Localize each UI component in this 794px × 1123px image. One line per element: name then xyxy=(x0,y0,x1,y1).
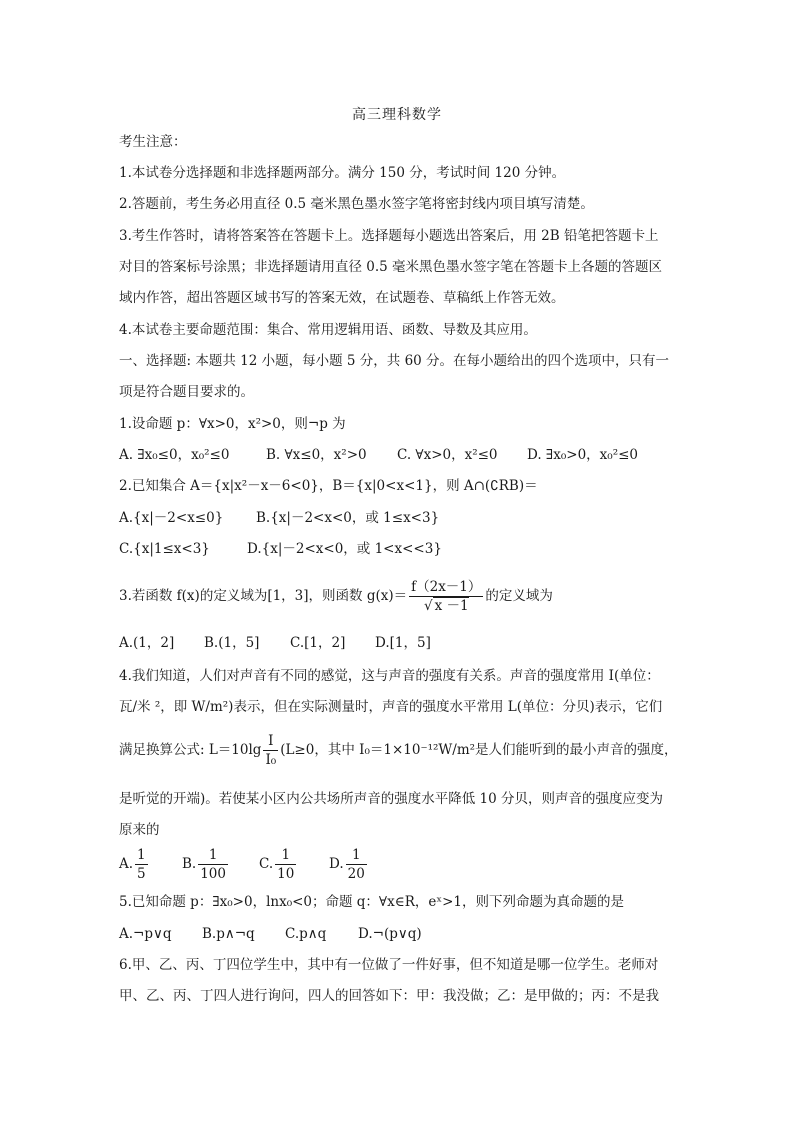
q5-option-a: A.¬p∨q xyxy=(119,926,172,942)
q1-option-d: D. ∃x₀>0，x₀²≤0 xyxy=(527,447,639,463)
q2-option-c: C.{x|1≤x<3} xyxy=(119,541,210,557)
q4-option-fraction xyxy=(346,846,367,883)
q4-option-label: D. xyxy=(329,856,344,872)
q5-option-d: D.¬(p∨q) xyxy=(358,926,422,942)
notice-item: 2.答题前，考生务必用直径 0.5 毫米黑色墨水签字笔将密封线内项目填写清楚。 xyxy=(119,196,594,212)
q4-option-label: C. xyxy=(259,856,274,872)
question-6-line: 甲、乙、丙、丁四人进行询问，四人的回答如下：甲：我没做；乙：是甲做的；丙：不是我 xyxy=(119,988,659,1004)
q4-formula-pre: 满足换算公式: L＝10lg xyxy=(119,742,262,758)
notice-item: 1.本试卷分选择题和非选择题两部分。满分 150 分，考试时间 120 分钟。 xyxy=(119,165,566,181)
q3-frac-den: √ x －1 xyxy=(423,598,469,614)
q4-option-num: 1 xyxy=(137,847,146,863)
q3-option-b: B.(1，5] xyxy=(204,635,260,651)
notice-item: 域内作答，超出答题区域书写的答案无效，在试题卷、草稿纸上作答无效。 xyxy=(119,290,565,306)
q2-option-a: A.{x|－2<x≤0} xyxy=(119,510,224,526)
q4-option-a xyxy=(119,846,150,883)
q4-option-fraction xyxy=(135,846,148,883)
q3-option-d: D.[1，5] xyxy=(375,635,431,651)
q2-option-d: D.{x|－2<x<0，或 1<x<<3} xyxy=(247,541,442,557)
q3-option-a: A.(1，2] xyxy=(119,635,175,651)
q4-option-d xyxy=(329,846,369,883)
q4-frac-num: I xyxy=(263,732,278,751)
q4-formula-post: (L≥0，其中 I₀＝1×10⁻¹²W/m²是人们能听到的最小声音的强度， xyxy=(280,742,678,758)
section-heading: 一、选择题: 本题共 12 小题，每小题 5 分，共 60 分。在每小题给出的四个选项中，只有一 xyxy=(119,353,670,369)
question-4-line: 是听觉的开端)。若使某小区内公共场所声音的强度水平降低 10 分贝，则声音的强度应变为 xyxy=(119,791,664,807)
q1-option-b: B. ∀x≤0，x²>0 xyxy=(266,447,367,463)
q4-option-b xyxy=(182,846,230,883)
q4-option-den: 10 xyxy=(277,866,295,882)
q3-stem-pre: 3.若函数 f(x)的定义域为[1，3]，则函数 g(x)＝ xyxy=(119,588,408,604)
question-4-line: 4.我们知道，人们对声音有不同的感觉，这与声音的强度有关系。声音的强度常用 I(单位： xyxy=(119,668,660,684)
question-3-stem xyxy=(119,572,553,620)
q5-option-c: C.p∧q xyxy=(285,926,327,942)
q4-option-num: 1 xyxy=(346,846,367,865)
q4-option-den: 100 xyxy=(200,866,226,882)
q4-option-c xyxy=(259,846,298,883)
q5-option-b: B.p∧¬q xyxy=(202,926,255,942)
q4-option-num: 1 xyxy=(275,846,296,865)
q3-sqrt-body: x －1 xyxy=(434,598,469,614)
question-4-formula-line xyxy=(119,726,678,774)
q4-option-fraction xyxy=(198,846,228,883)
notice-heading: 考生注意： xyxy=(119,134,187,150)
question-5-stem: 5.已知命题 p：∃x₀>0，lnx₀<0；命题 q：∀x∈R，eˣ>1，则下列命题为真命题的是 xyxy=(119,894,624,910)
q2-option-b: B.{x|－2<x<0，或 1≤x<3} xyxy=(256,510,440,526)
question-4-line: 瓦/米 ²，即 W/m²)表示，但在实际测量时，声音的强度水平常用 L(单位：分贝)表示，它们 xyxy=(119,699,663,715)
q1-option-a: A. ∃x₀≤0，x₀²≤0 xyxy=(119,447,230,463)
q4-option-label: A. xyxy=(119,856,134,872)
question-1-stem: 1.设命题 p：∀x>0，x²>0，则¬p 为 xyxy=(119,416,346,432)
question-2-stem: 2.已知集合 A＝{x|x²－x－6<0}，B＝{x|0<x<1}，则 A∩(∁RB)＝ xyxy=(119,478,538,494)
q3-fraction xyxy=(409,578,483,615)
q4-fraction xyxy=(263,732,278,769)
q4-option-label: B. xyxy=(182,856,197,872)
question-6-line: 6.甲、乙、丙、丁四位学生中，其中有一位做了一件好事，但不知道是哪一位学生。老师对 xyxy=(119,957,659,973)
question-4-line: 原来的 xyxy=(119,822,160,838)
notice-item: 对目的答案标号涂黑；非选择题请用直径 0.5 毫米黑色墨水签字笔在答题卡上各题的答题区 xyxy=(119,259,663,275)
q4-option-den: 20 xyxy=(347,866,365,882)
notice-item: 4.本试卷主要命题范围：集合、常用逻辑用语、函数、导数及其应用。 xyxy=(119,322,537,338)
notice-item: 3.考生作答时，请将答案答在答题卡上。选择题每小题选出答案后，用 2B 铅笔把答题卡上 xyxy=(119,228,659,244)
q3-stem-post: 的定义域为 xyxy=(485,588,553,604)
section-heading-cont: 项是符合题目要求的。 xyxy=(119,384,254,400)
q1-option-c: C. ∀x>0，x²≤0 xyxy=(397,447,498,463)
q3-option-c: C.[1，2] xyxy=(290,635,346,651)
q4-option-num: 1 xyxy=(198,846,228,865)
q4-option-den: 5 xyxy=(137,866,146,882)
exam-title: 高三理科数学 xyxy=(352,107,442,123)
q3-frac-num: f（2x－1） xyxy=(411,579,482,595)
q4-option-fraction xyxy=(275,846,296,883)
q4-frac-den: I₀ xyxy=(265,752,277,768)
